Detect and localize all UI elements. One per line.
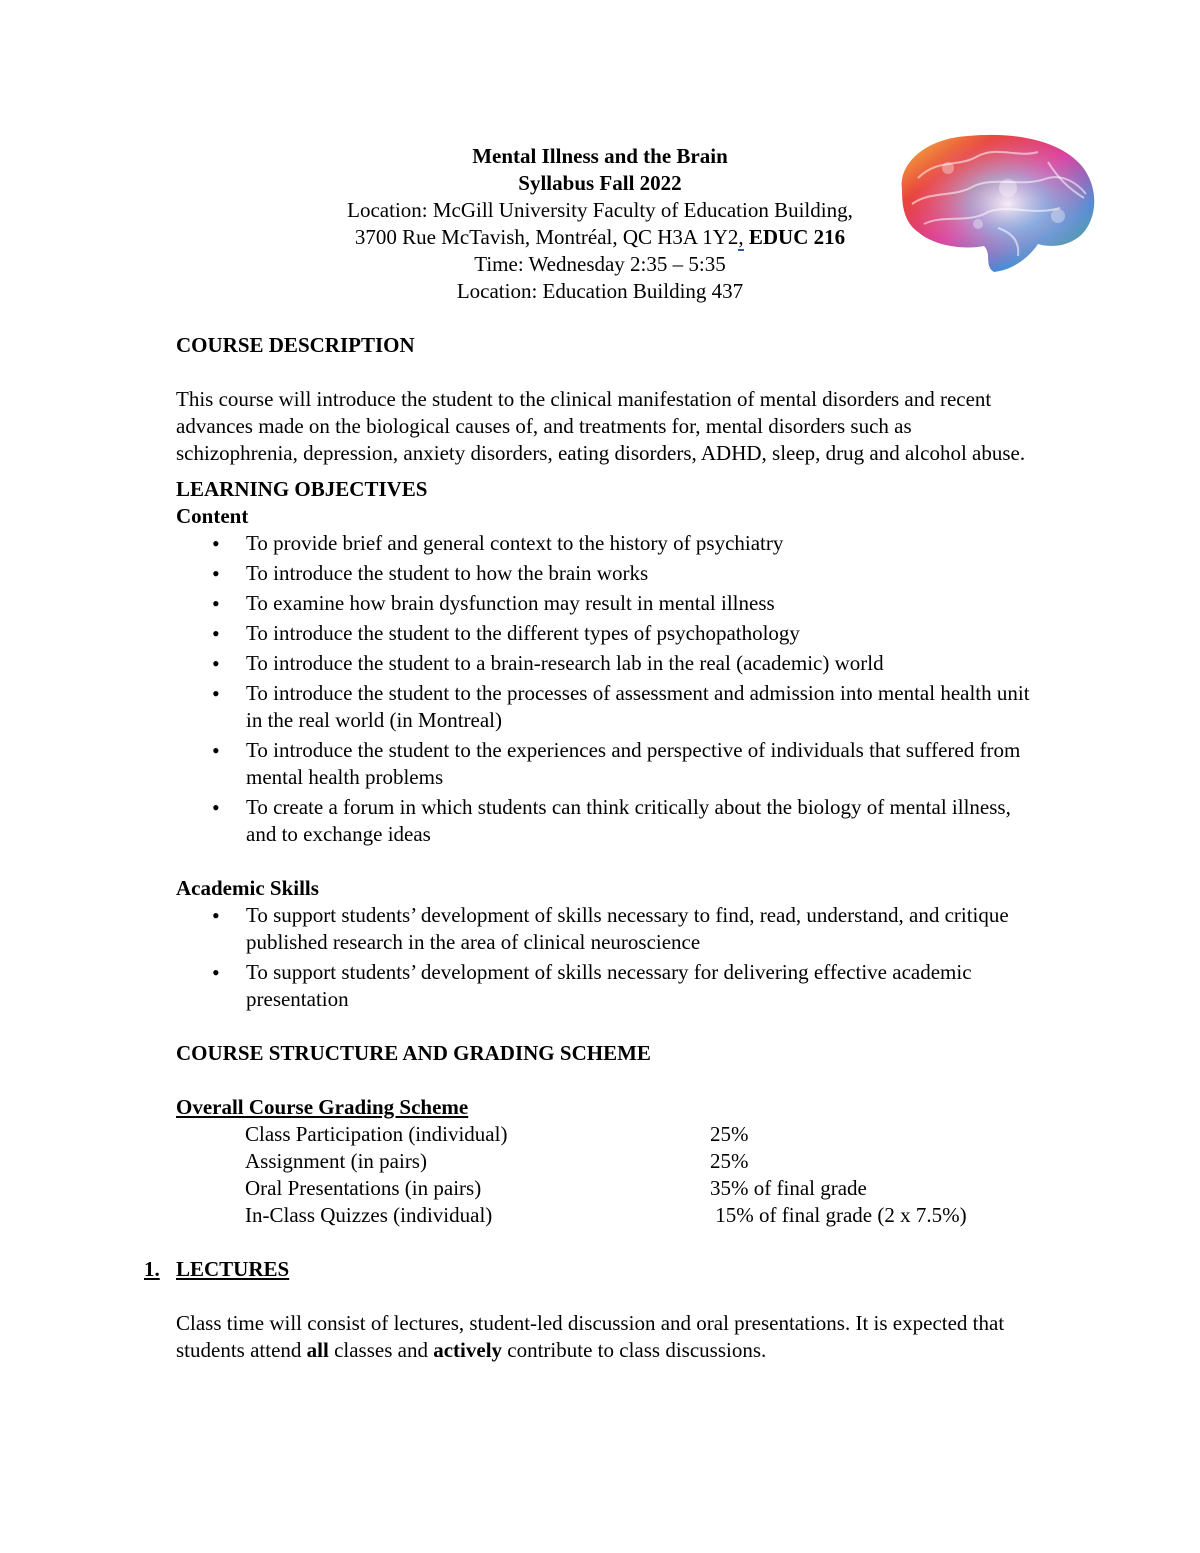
list-item: • To support students’ development of skills necessary to find, read, understand, and critique published research in the area of clinical neuroscience (176, 902, 1036, 956)
room-code: EDUC 216 (743, 225, 846, 249)
list-item: • To introduce the student to how the brain works (176, 560, 1036, 587)
list-item: • To introduce the student to a brain-research lab in the real (academic) world (176, 650, 1036, 677)
location-line-2 (250, 224, 950, 251)
location-line-1: Location: McGill University Faculty of Education Building, (347, 198, 853, 222)
academic-skills-list (176, 902, 1036, 1013)
list-item: • To introduce the student to the experiences and perspective of individuals that suffered from mental health problems (176, 737, 1036, 791)
table-row (245, 1202, 967, 1229)
lectures-text-part: Class time will consist of lectures, student-led discussion and oral presentations. It is expected that students attend (176, 1311, 1005, 1362)
section-title: LECTURES (176, 1257, 290, 1281)
class-time: Time: Wednesday 2:35 – 5:35 (474, 252, 726, 276)
list-item: • To support students’ development of skills necessary for delivering effective academic presentation (176, 959, 1036, 1013)
emphasis-all: all (306, 1338, 329, 1362)
lectures-text-part: contribute to class discussions. (502, 1338, 767, 1362)
document-title: Mental Illness and the Brain (472, 144, 728, 168)
list-item: • To introduce the student to the processes of assessment and admission into mental health unit in the real world (in Montreal) (176, 680, 1036, 734)
table-row (245, 1121, 967, 1148)
address-comma: , (738, 225, 744, 249)
list-item: • To examine how brain dysfunction may result in mental illness (176, 590, 1036, 617)
list-item: • To create a forum in which students can think critically about the biology of mental illness, and to exchange ideas (176, 794, 1036, 848)
grade-weight: 15% of final grade (2 x 7.5%) (710, 1203, 967, 1227)
grade-weight: 25% (710, 1122, 749, 1146)
document-body (144, 332, 1036, 1364)
learning-objectives-heading: LEARNING OBJECTIVES (176, 477, 428, 501)
grade-weight: 35% of final grade (710, 1176, 867, 1200)
grade-component: Oral Presentations (in pairs) (245, 1176, 482, 1200)
lectures-section-heading (144, 1256, 1036, 1283)
class-location: Location: Education Building 437 (456, 279, 744, 303)
address-text: 3700 Rue McTavish, Montréal, QC H3A 1Y2 (354, 225, 739, 249)
lectures-text (176, 1310, 1036, 1364)
document-header (250, 143, 950, 305)
list-item: • To provide brief and general context to the history of psychiatry (176, 530, 1036, 557)
list-item: • To introduce the student to the different types of psychopathology (176, 620, 1036, 647)
academic-skills-subheading: Academic Skills (176, 876, 319, 900)
brain-icon (888, 128, 1102, 274)
grade-component: Assignment (in pairs) (245, 1149, 427, 1173)
course-structure-heading: COURSE STRUCTURE AND GRADING SCHEME (176, 1041, 651, 1065)
course-description-text: This course will introduce the student to the clinical manifestation of mental disorders and recent advances made on the biological causes of, and treatments for, mental disorders such as schizophrenia, depression, anxiety disorders, eating disorders, ADHD, sleep, drug and alcohol abuse. (176, 387, 1026, 465)
table-row (245, 1148, 967, 1175)
course-description-heading: COURSE DESCRIPTION (176, 333, 415, 357)
document-subtitle: Syllabus Fall 2022 (518, 171, 682, 195)
grade-weight: 25% (710, 1149, 749, 1173)
table-row (245, 1175, 967, 1202)
grade-component: In-Class Quizzes (individual) (245, 1203, 493, 1227)
content-subheading: Content (176, 504, 249, 528)
emphasis-actively: actively (433, 1338, 503, 1362)
grading-scheme-title: Overall Course Grading Scheme (176, 1095, 469, 1119)
lectures-text-part: classes and (328, 1338, 434, 1362)
content-objectives-list (176, 530, 1036, 848)
grading-table (245, 1121, 967, 1229)
section-number: 1. (144, 1257, 160, 1281)
grade-component: Class Participation (individual) (245, 1122, 508, 1146)
